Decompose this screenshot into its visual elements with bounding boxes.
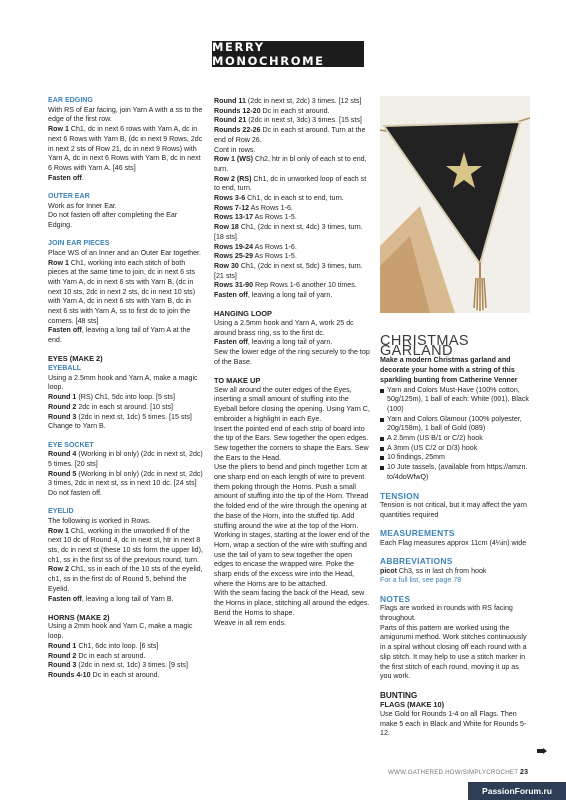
column-right <box>380 333 530 748</box>
instruction-row: Round 1 (RS) Ch1, 5dc into loop. [5 sts] <box>48 393 175 402</box>
instruction-row: Rows 19-24 As Rows 1-6. <box>214 242 297 251</box>
footer-url[interactable]: WWW.GATHERED.HOW/SIMPLYCROCHET <box>388 769 519 776</box>
paragraph: Change to Yarn B. <box>48 422 106 431</box>
instruction-row: Rows 31-90 Rep Rows 1-6 another 10 times. <box>214 281 357 290</box>
paragraph: Tension is not critical, but it may affect the yarn quantities required <box>380 501 527 519</box>
list-item: A 3mm (US C/2 or D/3) hook <box>380 444 530 454</box>
fasten-off: Fasten off, leaving a long tail of yarn. <box>214 338 333 347</box>
footer <box>388 769 528 776</box>
site-watermark: PassionForum.ru <box>468 782 566 800</box>
bunting-section <box>380 691 530 740</box>
pattern-title: CHRISTMAS GARLAND <box>380 333 469 359</box>
section-heading: TENSION <box>380 490 420 501</box>
materials-list <box>380 386 530 483</box>
horns-section <box>48 613 203 681</box>
horns-continued <box>214 97 372 301</box>
instruction-row: Round 4 (Working in bl only) (2dc in next st, 2dc) 5 times. [20 sts] <box>48 450 203 468</box>
paragraph: Place WS of an Inner and an Outer Ear together. <box>48 248 202 257</box>
notes-section <box>380 595 530 682</box>
garland-photo <box>380 96 530 313</box>
section-heading: HORNS (MAKE 2) <box>48 612 110 622</box>
instruction-row: Round 2 Dc in each st around. <box>48 651 146 660</box>
make-up-section <box>214 376 372 628</box>
section-heading: ABBREVIATIONS <box>380 556 453 567</box>
instruction-row: Round 1 Ch1, 6dc into loop. [6 sts] <box>48 641 159 650</box>
paragraph: Sew all around the outer edges of the Eyes, inserting a small amount of stuffing into the Eyeball before closing the opening. Using Yarn C, embroider a highlight in each Eye. <box>214 385 370 423</box>
list-item: A 2.5mm (US B/1 or C/2) hook <box>380 434 530 444</box>
instruction-row: Row 1 Ch1, working into each stitch of both pieces at the same time to join, dc in next 6 sts with Yarn A, dc in next 6 sts with Yarn B, (dc in next 10 sts, 2dc in next 2 sts, dc in next 10 sts) with Yarn A, dc in next 6 sts with Yarn B, dc in next 6 sts with Yarn A, ss to first dc to join the corners. [48 sts] <box>48 258 196 325</box>
paragraph: Use Gold for Rounds 1-4 on all Flags. Then make 5 each in Black and White for Rounds 5-12. <box>380 709 527 738</box>
paragraph: Each Flag measures approx 11cm (4¼in) wide <box>380 538 527 547</box>
paragraph: Using a 2.5mm hook and Yarn A, work 25 dc around brass ring, ss to the first dc. <box>214 318 354 337</box>
section-heading: EAR EDGING <box>48 96 93 104</box>
paragraph: Using a 2mm hook and Yarn C, make a magic loop. <box>48 622 193 641</box>
paragraph: Flags are worked in rounds with RS facing throughout. <box>380 604 513 623</box>
paragraph: The following is worked in Rows. <box>48 516 151 525</box>
instruction-row: Round 3 (2dc in next st, 1dc) 5 times. [15 sts] <box>48 412 192 421</box>
section-heading: JOIN EAR PIECES <box>48 239 110 248</box>
instruction-row: Row 2 (RS) Ch1, dc in unworked loop of each st to end, turn. <box>214 174 367 193</box>
join-ear-section <box>48 239 203 346</box>
instruction-row: Rounds 12-20 Dc in each st around. <box>214 106 330 115</box>
instruction-row: Rows 3-6 Ch1, dc in each st to end, turn. <box>214 194 344 203</box>
section-heading: EYELID <box>48 507 74 516</box>
instruction-row: Rows 7-12 As Rows 1-6. <box>214 203 293 212</box>
section-heading: BUNTING <box>380 690 418 700</box>
column-left <box>48 96 203 689</box>
instruction-row: Row 18 Ch1, (2dc in next st, 4dc) 3 times, turn. [18 sts] <box>214 223 363 241</box>
paragraph: Sew the lower edge of the ring securely to the top of the Base. <box>214 348 370 366</box>
abbreviations-link[interactable]: For a full list, see page 78 <box>380 576 462 585</box>
fasten-off: Fasten off, leaving a long tail of Yarn B. <box>48 594 174 603</box>
list-item: 10 Jute tassels, (available from https://amzn. to/4doWfwQ) <box>380 463 530 482</box>
instruction-row: Round 2 2dc in each st around. [10 sts] <box>48 402 173 411</box>
outer-ear-section <box>48 192 203 231</box>
column-middle <box>214 97 372 637</box>
instruction-row: Rounds 4-10 Dc in each st around. <box>48 670 160 679</box>
measurements-section <box>380 529 530 548</box>
paragraph: Work as for Inner Ear. <box>48 201 117 210</box>
section-heading: NOTES <box>380 593 411 604</box>
fasten-off: Fasten off. <box>48 173 84 182</box>
list-item: Yarn and Colors Glamour (100% polyester, 20g/158m), 1 ball of Gold (089) <box>380 415 530 434</box>
paragraph: With RS of Ear facing, join Yarn A with a ss to the edge of the first row. <box>48 105 203 124</box>
section-heading: EYES (MAKE 2) <box>48 354 103 364</box>
instruction-row: Rows 25-29 As Rows 1-5. <box>214 252 297 261</box>
section-banner: MERRY MONOCHROME <box>212 41 364 67</box>
fasten-off: Fasten off, leaving a long tail of Yarn A at the end. <box>48 326 191 345</box>
sub-heading: EYEBALL <box>48 364 82 373</box>
fasten-off: Fasten off, leaving a long tail of yarn. <box>214 291 333 300</box>
instruction-row: Rounds 22-26 Dc in each st around. Turn at the end of Row 26. <box>214 126 366 144</box>
instruction-row: Row 1 Ch1, working in the unworked fl of the next 10 dc of Round 4, dc in next st, htr in next 8 sts, dc in next st (these 10 sts form the upper lid), ch1, ss in the first ss of the previous round, turn. <box>48 526 203 564</box>
instruction-row: Rows 13-17 As Rows 1-5. <box>214 213 297 222</box>
instruction-row: Row 1 Ch1, dc in next 6 rows with Yarn A, dc in next 6 Rows with Yarn B, (dc in next 9 Rows, 2dc in next 2 sts of Row 21, dc in next 9 Rows) with Yarn A, dc in next 6 Rows with Yarn B, dc in next 6 Rows with Yarn A. [46 sts] <box>48 125 203 172</box>
section-heading: MEASUREMENTS <box>380 528 455 539</box>
instruction-row: Row 30 Ch1, (2dc in next st, 5dc) 3 times, turn. [21 sts] <box>214 261 363 280</box>
instruction-row: Round 11 (2dc in next st, 2dc) 3 times. [12 sts] <box>214 97 362 105</box>
paragraph: Bend the Horns to shape. <box>214 608 295 617</box>
paragraph: Do not fasten off. <box>48 489 102 498</box>
instruction-row: Row 1 (WS) Ch2, htr in bl only of each st to end, turn. <box>214 155 367 173</box>
paragraph: Use the pliers to bend and pinch together 1cm at one sharp end on each length of wire to prevent them poking through the Horns. Push a small amount of stuffing into the tip of the Horn. Thread the folded end of the wire through the opening at the base of the Horn, into the stuffed tip. Add stuffing around the wire at the top of the Horn. Working in stages, starting at the lower end of the Horn, wrap a section of the wire with stuffing and use the tail of yarn to sew together the open edges to encase the wrapped wire. Poke the sharp ends of the excess wire into the Head, where the Horns are to be attached. <box>214 463 370 588</box>
abbreviation: picot Ch3, ss in last ch from hook <box>380 566 487 575</box>
instruction-row: Round 21 (2dc in next st, 3dc) 3 times. [15 sts] <box>214 116 362 125</box>
section-heading: TO MAKE UP <box>214 375 261 385</box>
paragraph: Cont in rows. <box>214 145 256 154</box>
instruction-row: Round 3 (2dc in next st, 1dc) 3 times. [9 sts] <box>48 661 188 670</box>
instruction-row: Round 5 (Working in bl only) (2dc in next st, 2dc) 3 times, 2dc in next st, ss in next 10 dc. [24 sts] <box>48 469 203 488</box>
paragraph: Parts of this pattern are worked using the amigurumi method. Work stitches continuously in a spiral without closing off each round with a slip stitch. It may help to use a stitch marker in the first stitch of each round, moving it up as you work. <box>380 623 527 681</box>
page-number: 23 <box>520 769 529 776</box>
eyelid-section <box>48 507 203 604</box>
eye-socket-section <box>48 441 203 499</box>
eyes-section <box>48 354 203 432</box>
paragraph: With the seam facing the back of the Head, sew the Horns in place, stitching all around the edges. <box>214 589 370 608</box>
hanging-loop-section <box>214 309 372 367</box>
instruction-row: Row 2 Ch1, ss in each of the 10 sts of the eyelid, ch1, ss in the first dc of Round 5, behind the Eyelid. <box>48 565 203 593</box>
ear-edging-section <box>48 96 203 183</box>
paragraph: Weave in all rem ends. <box>214 618 287 627</box>
abbreviations-section <box>380 557 530 586</box>
section-heading: EYE SOCKET <box>48 440 94 449</box>
garland-illustration <box>380 96 530 313</box>
paragraph: Do not fasten off after completing the Ear Edging. <box>48 211 178 229</box>
list-item: 10 findings, 25mm <box>380 453 530 463</box>
paragraph: Using a 2.5mm hook and Yarn A, make a magic loop. <box>48 373 198 392</box>
tension-section <box>380 492 530 521</box>
sub-heading: FLAGS (MAKE 10) <box>380 700 445 710</box>
list-item: Yarn and Colors Must-Have (100% cotton, 50g/125m), 1 ball of each: White (001), Black (100) <box>380 386 530 415</box>
paragraph: Insert the pointed end of each strip of board into the tip of the Ears. Sew together the open edges. Sew together the corners to shape the Ears. Sew the Ears to the Head. <box>214 424 369 462</box>
continue-arrow-icon <box>537 748 547 754</box>
pattern-intro: Make a modern Christmas garland and decorate your home with a string of this sparkling bunting from Catherine Venner <box>380 356 518 384</box>
section-heading: OUTER EAR <box>48 191 90 200</box>
section-heading: HANGING LOOP <box>214 309 272 319</box>
